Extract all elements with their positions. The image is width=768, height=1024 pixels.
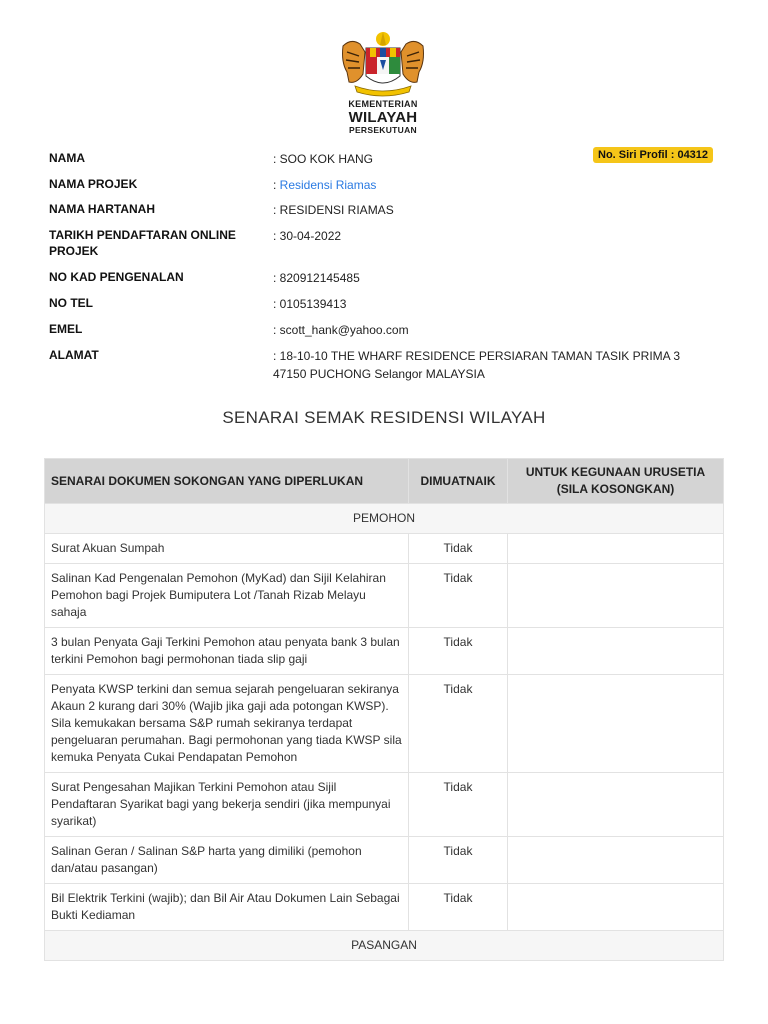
secretariat-cell: [508, 564, 724, 628]
column-header-uploaded: DIMUATNAIK: [409, 459, 508, 504]
document-cell: Penyata KWSP terkini dan semua sejarah pengeluaran sekiranya Akaun 2 kurang dari 30% (Wajib jika gaji ada potongan KWSP). Sila kemukakan bersama S&P rumah sekiranya terdapat pengeluaran perumahan. Bagi permohonan yang tiada KWSP sila kemuka Penyata Cukai Pendapatan Pemohon: [45, 675, 409, 773]
column-header-documents: SENARAI DOKUMEN SOKONGAN YANG DIPERLUKAN: [45, 459, 409, 504]
profile-serial-badge: No. Siri Profil : 04312: [593, 147, 713, 163]
table-row: [45, 675, 724, 773]
secretariat-cell: [508, 675, 724, 773]
table-header-row: [45, 459, 724, 504]
value-prefix: :: [273, 178, 280, 192]
info-label: EMEL: [49, 322, 83, 336]
info-value: : 18-10-10 THE WHARF RESIDENCE PERSIARAN TAMAN TASIK PRIMA 3 47150 PUCHONG Selangor MALAYSIA: [273, 349, 680, 381]
secretariat-cell: [508, 534, 724, 564]
secretariat-cell: [508, 884, 724, 931]
table-row: [45, 884, 724, 931]
table-row: [45, 564, 724, 628]
info-label: TARIKH PENDAFTARAN ONLINE PROJEK: [49, 228, 236, 258]
secretariat-cell: [508, 628, 724, 675]
project-link[interactable]: Residensi Riamas: [279, 178, 377, 192]
info-label: NO TEL: [49, 296, 93, 310]
info-value: : scott_hank@yahoo.com: [273, 323, 409, 337]
logo-line-2: WILAYAH: [348, 109, 418, 126]
document-cell: 3 bulan Penyata Gaji Terkini Pemohon atau penyata bank 3 bulan terkini Pemohon bagi permohonan tiada slip gaji: [45, 628, 409, 675]
status-cell: Tidak: [409, 675, 508, 773]
group-row-applicant: [45, 504, 724, 534]
document-cell: Bil Elektrik Terkini (wajib); dan Bil Air Atau Dokumen Lain Sebagai Bukti Kediaman: [45, 884, 409, 931]
crest-emblem-icon: [333, 28, 433, 100]
status-cell: Tidak: [409, 628, 508, 675]
table-row: [45, 773, 724, 837]
status-cell: Tidak: [409, 773, 508, 837]
info-value: : 820912145485: [273, 271, 360, 285]
info-value: : 30-04-2022: [273, 229, 342, 243]
table-row: [45, 837, 724, 884]
info-label: NO KAD PENGENALAN: [49, 270, 184, 284]
info-value: : 0105139413: [273, 297, 347, 311]
secretariat-cell: [508, 837, 724, 884]
document-cell: Surat Pengesahan Majikan Terkini Pemohon atau Sijil Pendaftaran Syarikat bagi yang bekerja sendiri (jika mempunyai syarikat): [45, 773, 409, 837]
info-value: [273, 176, 713, 194]
logo-line-3: PERSEKUTUAN: [348, 125, 417, 135]
status-cell: Tidak: [409, 534, 508, 564]
info-value: : SOO KOK HANG: [273, 152, 374, 166]
info-label: ALAMAT: [49, 348, 99, 362]
checklist-table: [44, 458, 724, 961]
column-header-secretariat: UNTUK KEGUNAAN URUSETIA (SILA KOSONGKAN): [508, 459, 724, 504]
table-row: [45, 628, 724, 675]
status-cell: Tidak: [409, 884, 508, 931]
document-cell: Salinan Geran / Salinan S&P harta yang dimiliki (pemohon dan/atau pasangan): [45, 837, 409, 884]
table-row: [45, 534, 724, 564]
info-label: NAMA: [49, 151, 85, 165]
group-row-spouse: [45, 931, 724, 961]
ministry-name: [333, 100, 433, 135]
info-value: : RESIDENSI RIAMAS: [273, 203, 394, 217]
document-cell: Surat Akuan Sumpah: [45, 534, 409, 564]
group-label: PEMOHON: [45, 504, 724, 534]
checklist-title: SENARAI SEMAK RESIDENSI WILAYAH: [222, 408, 546, 427]
status-cell: Tidak: [409, 564, 508, 628]
info-label: NAMA PROJEK: [49, 177, 138, 191]
secretariat-cell: [508, 773, 724, 837]
group-label: PASANGAN: [45, 931, 724, 961]
info-label: NAMA HARTANAH: [49, 202, 155, 216]
logo-line-1: KEMENTERIAN: [348, 99, 418, 109]
document-cell: Salinan Kad Pengenalan Pemohon (MyKad) dan Sijil Kelahiran Pemohon bagi Projek Bumiputera Lot /Tanah Rizab Melayu sahaja: [45, 564, 409, 628]
status-cell: Tidak: [409, 837, 508, 884]
